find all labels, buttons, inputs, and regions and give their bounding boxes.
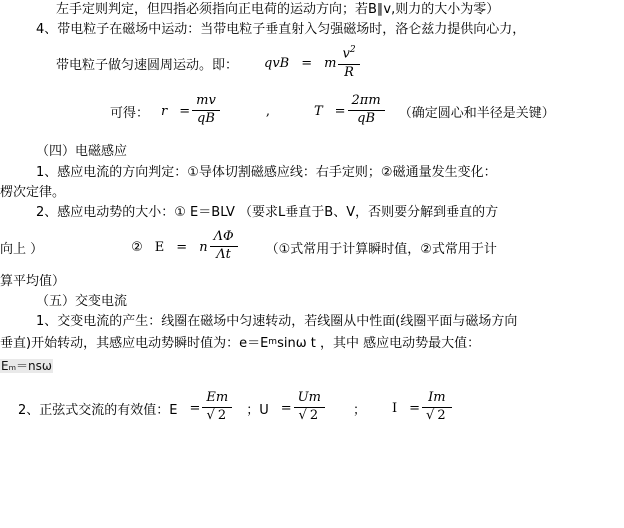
text-line-12: 1、交变电流的产生：线圈在磁场中匀速转动，若线圈从中性面(线圈平面与磁场方向 (36, 314, 518, 330)
equation-note: （①式常用于计算瞬时值，②式常用于计 (265, 241, 497, 257)
equation-line-emf (0, 228, 624, 264)
section-heading-5: （五）交变电流 (36, 293, 128, 309)
equals-sign-2: = (280, 400, 292, 416)
term-m: m (324, 56, 337, 72)
fraction-numerator (338, 45, 359, 63)
term-qvb: qvB (264, 56, 290, 72)
numerator-exponent: 2 (349, 45, 356, 56)
fraction-dphi-over-dt (210, 230, 238, 263)
fraction-numerator: Em (206, 389, 229, 405)
term-I: I (391, 400, 398, 416)
fraction-um-over-sqrt2 (294, 391, 325, 424)
sqrt-radicand: 2 (309, 407, 319, 423)
fraction-denominator: Λt (210, 246, 238, 263)
term-r: r (161, 104, 168, 120)
fraction-2pim-over-qb (348, 94, 385, 127)
sqrt-symbol: √ 2 (426, 407, 446, 423)
fraction-numerator: 2πm (351, 93, 381, 109)
equals-sign-1: = (189, 400, 201, 416)
text-segment-a: 垂直)开始转动，其感应电动势瞬时值为：e＝E (0, 336, 269, 352)
fraction-numerator: mv (196, 93, 216, 109)
subscript-m: m (268, 336, 278, 347)
fraction-denominator: qB (348, 110, 385, 127)
section-heading-4: （四）电磁感应 (36, 144, 128, 160)
text-line-6: 1、感应电流的方向判定：①导体切割磁感应线：右手定则；②磁通量发生变化： (36, 164, 497, 180)
separator-2: ； (352, 402, 366, 418)
equals-sign-1: = (179, 104, 191, 120)
text-line-8: 2、感应电动势的大小：① E＝BLV （要求L垂直于B、V，否则要分解到垂直的方 (36, 204, 499, 220)
equation-prefix-keyi: 可得： (110, 106, 150, 122)
sqrt-radicand: 2 (217, 407, 227, 423)
sqrt-symbol: √ 2 (298, 407, 319, 423)
equation-line-radius-period (0, 95, 624, 128)
blurred-formula-text: Eₘ＝nsω (1, 359, 52, 374)
list-marker-2: ② (131, 239, 143, 255)
text-line-14-fuzzy (0, 357, 624, 376)
text-line-13 (0, 332, 624, 351)
equals-sign-3: = (409, 400, 421, 416)
text-prefix-xiangshang: 向上 ） (0, 241, 44, 257)
fraction-mv-over-qb (192, 94, 220, 127)
text-prefix-rms: 2、正弦式交流的有效值：E (18, 402, 178, 418)
fraction-numerator: Im (428, 389, 446, 405)
term-n: n (199, 239, 208, 255)
equation-prefix-text: 带电粒子做匀速圆周运动。即： (56, 58, 239, 74)
fraction-numerator: ΛΦ (213, 228, 234, 244)
fraction-numerator: Um (297, 389, 321, 405)
term-E: E (154, 239, 165, 255)
separator-1: ；U (246, 402, 269, 418)
fraction-denominator: qB (192, 110, 220, 127)
fraction-im-over-sqrt2 (422, 391, 452, 424)
text-line-1: 左手定则判定，但四指必须指向正电荷的运动方向；若B∥v,则力的大小为零） (56, 2, 500, 17)
fraction-denominator (202, 407, 232, 424)
fraction-v2-over-r (338, 45, 359, 80)
equation-line-qvb (0, 46, 624, 81)
text-segment-b: sinω t ，其中 感应电动势最大值： (277, 336, 481, 352)
sqrt-symbol: √ 2 (206, 407, 227, 423)
equals-sign: = (176, 239, 188, 255)
equation-note: （确定圆心和半径是关键） (398, 106, 555, 122)
equals-sign: = (301, 56, 313, 72)
text-line-2: 4、带电粒子在磁场中运动：当带电粒子垂直射入匀强磁场时，洛仑兹力提供向心力， (36, 22, 526, 38)
fraction-denominator: R (338, 64, 359, 81)
comma-separator: , (265, 104, 270, 120)
fraction-denominator (422, 407, 452, 424)
fraction-denominator (294, 407, 325, 424)
text-line-7: 楞次定律。 (0, 184, 66, 200)
equals-sign-2: = (334, 104, 346, 120)
text-line-10: 算平均值） (0, 273, 66, 289)
term-T: T (313, 104, 323, 120)
fraction-em-over-sqrt2 (202, 391, 232, 424)
numerator-v: v (342, 46, 350, 62)
sqrt-radicand: 2 (437, 407, 446, 423)
equation-line-rms-values (0, 389, 624, 425)
